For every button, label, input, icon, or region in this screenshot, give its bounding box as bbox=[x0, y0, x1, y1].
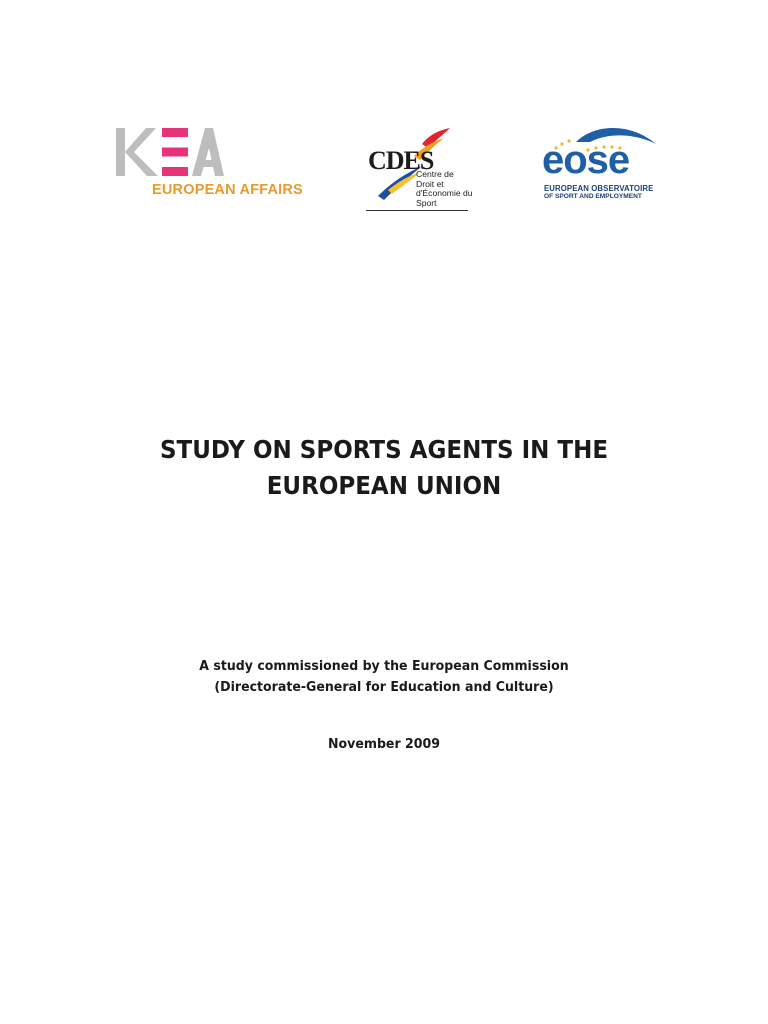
cdes-subtitle bbox=[416, 170, 473, 208]
kea-wordmark-graphic bbox=[116, 126, 224, 178]
document-date: November 2009 bbox=[328, 736, 440, 752]
subtitle-line-1: A study commissioned by the European Commission bbox=[199, 658, 569, 674]
cdes-underline bbox=[366, 210, 468, 211]
cdes-sub-line: Centre de bbox=[416, 169, 454, 179]
eose-tagline-2: OF SPORT AND EMPLOYMENT bbox=[544, 193, 642, 200]
kea-logo bbox=[116, 126, 306, 202]
eose-tagline-1: EUROPEAN OBSERVATOIRE bbox=[544, 184, 654, 193]
cdes-sub-line: Sport bbox=[416, 197, 437, 208]
eose-logo bbox=[532, 122, 668, 208]
document-title bbox=[31, 432, 738, 504]
cdes-sub-line: d'Économie du bbox=[416, 188, 473, 199]
kea-tagline: EUROPEAN AFFAIRS bbox=[152, 182, 303, 198]
document-subtitle bbox=[27, 656, 741, 698]
title-line-1: STUDY ON SPORTS AGENTS IN THE bbox=[159, 435, 609, 464]
eose-wordmark: eose bbox=[542, 138, 630, 182]
title-line-2: EUROPEAN UNION bbox=[266, 471, 502, 500]
subtitle-line-2: (Directorate-General for Education and Culture) bbox=[214, 679, 554, 695]
cdes-logo bbox=[364, 126, 473, 214]
cdes-sub-line: Droit et bbox=[416, 178, 444, 189]
cdes-letters: CDES bbox=[368, 146, 434, 175]
